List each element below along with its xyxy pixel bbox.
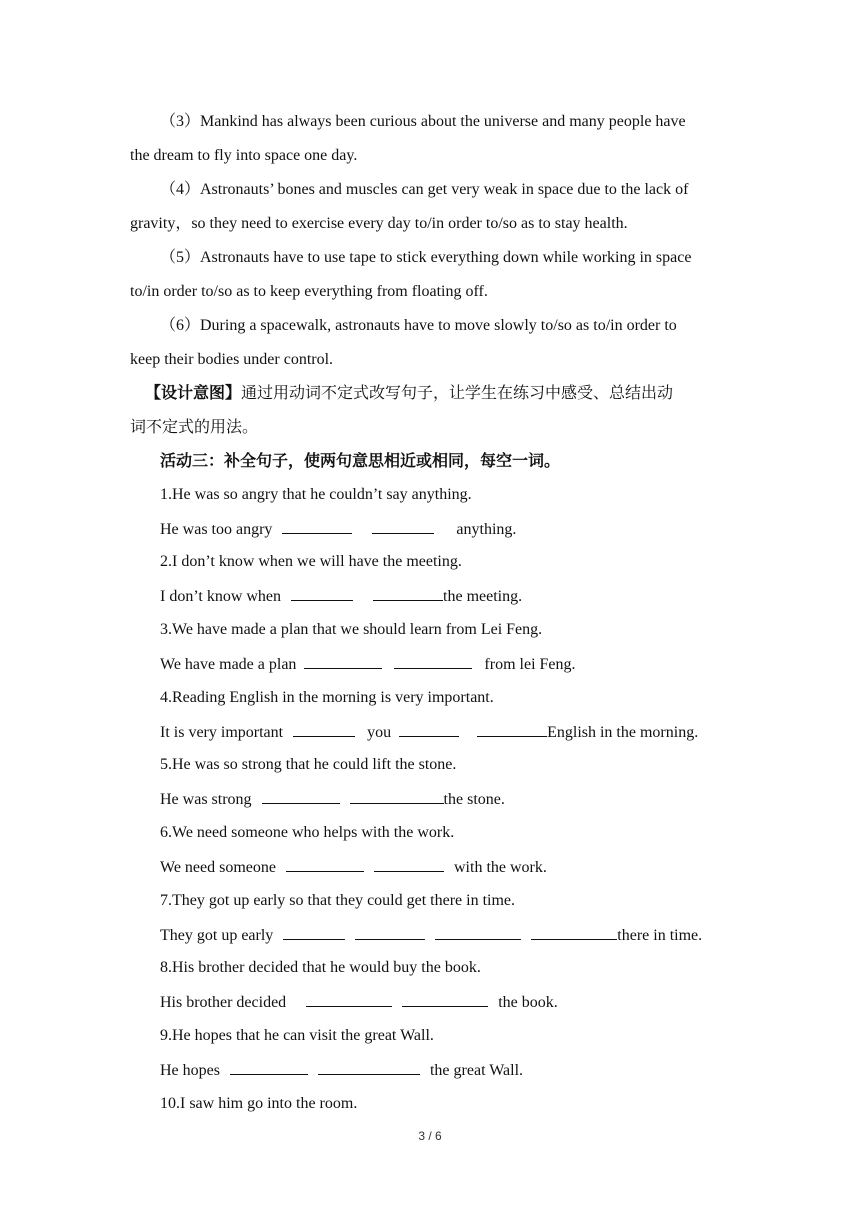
- blank-field[interactable]: [230, 1060, 308, 1075]
- blank-field[interactable]: [402, 992, 488, 1007]
- answer-line-2: [160, 586, 762, 607]
- blank-field[interactable]: [531, 925, 617, 940]
- answer-suffix: the stone.: [443, 791, 505, 808]
- answer-line-5: [160, 789, 762, 810]
- blank-field[interactable]: [374, 857, 444, 872]
- blank-field[interactable]: [355, 925, 425, 940]
- answer-line-3: [160, 654, 762, 675]
- answer-line-1: [160, 519, 762, 540]
- answer-prefix: We need someone: [160, 859, 276, 876]
- answer-suffix: the meeting.: [443, 588, 523, 605]
- blank-field[interactable]: [350, 789, 444, 804]
- question-8: 8.His brother decided that he would buy the book.: [160, 959, 481, 976]
- answer-suffix: English in the morning.: [547, 724, 699, 741]
- answer-line-6: [160, 857, 762, 878]
- blank-field[interactable]: [372, 519, 434, 534]
- answer-prefix: He hopes: [160, 1062, 220, 1079]
- para5-line1: （5）Astronauts have to use tape to stick everything down while working in space: [160, 249, 692, 266]
- answer-suffix: there in time.: [617, 927, 703, 944]
- blank-field[interactable]: [306, 992, 392, 1007]
- page-number: 3 / 6: [418, 1129, 442, 1143]
- answer-middle: you: [367, 724, 392, 741]
- design-intent-line2: 词不定式的用法。: [130, 417, 259, 436]
- answer-prefix: He was too angry: [160, 521, 273, 538]
- answer-suffix: anything.: [456, 521, 517, 538]
- para3-line2: the dream to fly into space one day.: [130, 147, 358, 164]
- para4-line2: gravity，so they need to exercise every day to/in order to/so as to stay health.: [130, 215, 628, 232]
- answer-line-9: [160, 1060, 762, 1081]
- question-2: 2.I don’t know when we will have the meeting.: [160, 553, 462, 570]
- activity3-heading: 活动三：补全句子，使两句意思相近或相同，每空一词。: [160, 451, 561, 470]
- blank-field[interactable]: [283, 925, 345, 940]
- answer-suffix: from lei Feng.: [484, 656, 576, 673]
- blank-field[interactable]: [304, 654, 382, 669]
- answer-prefix: They got up early: [160, 927, 274, 944]
- answer-line-8: [160, 992, 762, 1013]
- para6-line2: keep their bodies under control.: [130, 351, 334, 368]
- blank-field[interactable]: [318, 1060, 420, 1075]
- blank-field[interactable]: [291, 586, 353, 601]
- question-6: 6.We need someone who helps with the work.: [160, 824, 455, 841]
- question-10: 10.I saw him go into the room.: [160, 1095, 358, 1112]
- blank-field[interactable]: [399, 722, 459, 737]
- answer-prefix: I don’t know when: [160, 588, 282, 605]
- answer-suffix: with the work.: [454, 859, 547, 876]
- design-intent-line1: [145, 383, 747, 403]
- answer-suffix: the book.: [498, 994, 558, 1011]
- question-4: 4.Reading English in the morning is very important.: [160, 689, 494, 706]
- answer-prefix: It is very important: [160, 724, 284, 741]
- blank-field[interactable]: [293, 722, 355, 737]
- question-9: 9.He hopes that he can visit the great Wall.: [160, 1027, 434, 1044]
- blank-field[interactable]: [435, 925, 521, 940]
- para5-line2: to/in order to/so as to keep everything from floating off.: [130, 283, 488, 300]
- design-intent-text: 通过用动词不定式改写句子，让学生在练习中感受、总结出动: [241, 383, 674, 402]
- answer-line-7: [160, 925, 762, 946]
- para6-line1: （6）During a spacewalk, astronauts have to move slowly to/so as to/in order to: [160, 317, 677, 334]
- answer-line-4: [160, 722, 762, 743]
- design-intent-label: 【设计意图】: [145, 383, 242, 402]
- question-1: 1.He was so angry that he couldn’t say anything.: [160, 486, 472, 503]
- blank-field[interactable]: [286, 857, 364, 872]
- blank-field[interactable]: [262, 789, 340, 804]
- answer-suffix: the great Wall.: [429, 1062, 524, 1079]
- answer-prefix: His brother decided: [160, 994, 287, 1011]
- answer-prefix: We have made a plan: [160, 656, 297, 673]
- blank-field[interactable]: [282, 519, 352, 534]
- blank-field[interactable]: [477, 722, 547, 737]
- answer-prefix: He was strong: [160, 791, 252, 808]
- question-5: 5.He was so strong that he could lift the stone.: [160, 756, 457, 773]
- question-3: 3.We have made a plan that we should learn from Lei Feng.: [160, 621, 543, 638]
- blank-field[interactable]: [373, 586, 443, 601]
- blank-field[interactable]: [394, 654, 472, 669]
- question-7: 7.They got up early so that they could get there in time.: [160, 892, 516, 909]
- para4-line1: （4）Astronauts’ bones and muscles can get very weak in space due to the lack of: [160, 181, 689, 198]
- para3-line1: （3）Mankind has always been curious about the universe and many people have: [160, 113, 686, 130]
